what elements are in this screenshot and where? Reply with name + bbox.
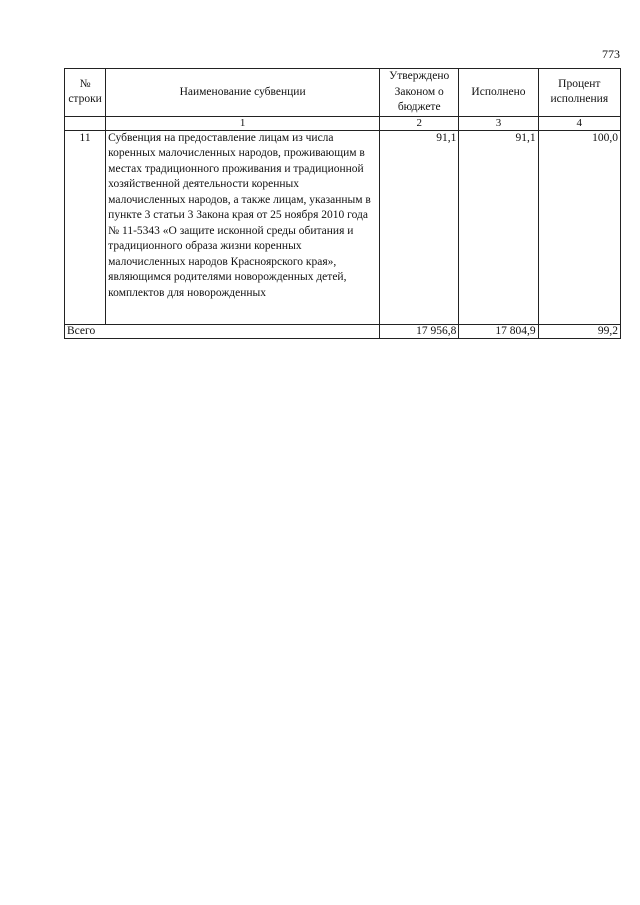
total-executed: 17 804,9 (459, 324, 538, 338)
total-percent: 99,2 (538, 324, 620, 338)
column-number-row (65, 116, 621, 130)
subvention-table (64, 68, 621, 339)
page-number: 773 (602, 47, 620, 61)
header-percent: Процент исполнения (538, 69, 620, 117)
subvention-name: Субвенция на предоставление лицам из числа коренных малочисленных народов, проживающим в местах традиционного проживания и традиционной хозяйственной деятельности коренных малочисленных народов, а также лицам, указанным в пункте 3 статьи 3 Закона края от 25 ноября 2010 года № 11-5343 «О защите исконной среды обитания и традиционного образа жизни коренных малочисленных народов Красноярского края», являющимся родителями новорожденных детей, комплектов для новорожденных (106, 130, 380, 324)
header-executed: Исполнено (459, 69, 538, 117)
column-number: 2 (380, 116, 459, 130)
column-number: 4 (538, 116, 620, 130)
approved-value: 91,1 (380, 130, 459, 324)
total-approved: 17 956,8 (380, 324, 459, 338)
total-label: Всего (65, 324, 380, 338)
percent-value: 100,0 (538, 130, 620, 324)
column-number: 3 (459, 116, 538, 130)
header-subvention-name: Наименование субвенции (106, 69, 380, 117)
table-row (65, 130, 621, 324)
column-number: 1 (106, 116, 380, 130)
header-approved: Утверждено Законом о бюджете (380, 69, 459, 117)
executed-value: 91,1 (459, 130, 538, 324)
row-number: 11 (65, 130, 106, 324)
total-row (65, 324, 621, 338)
table-header-row (65, 69, 621, 117)
column-number (65, 116, 106, 130)
header-row-number: № строки (65, 69, 106, 117)
